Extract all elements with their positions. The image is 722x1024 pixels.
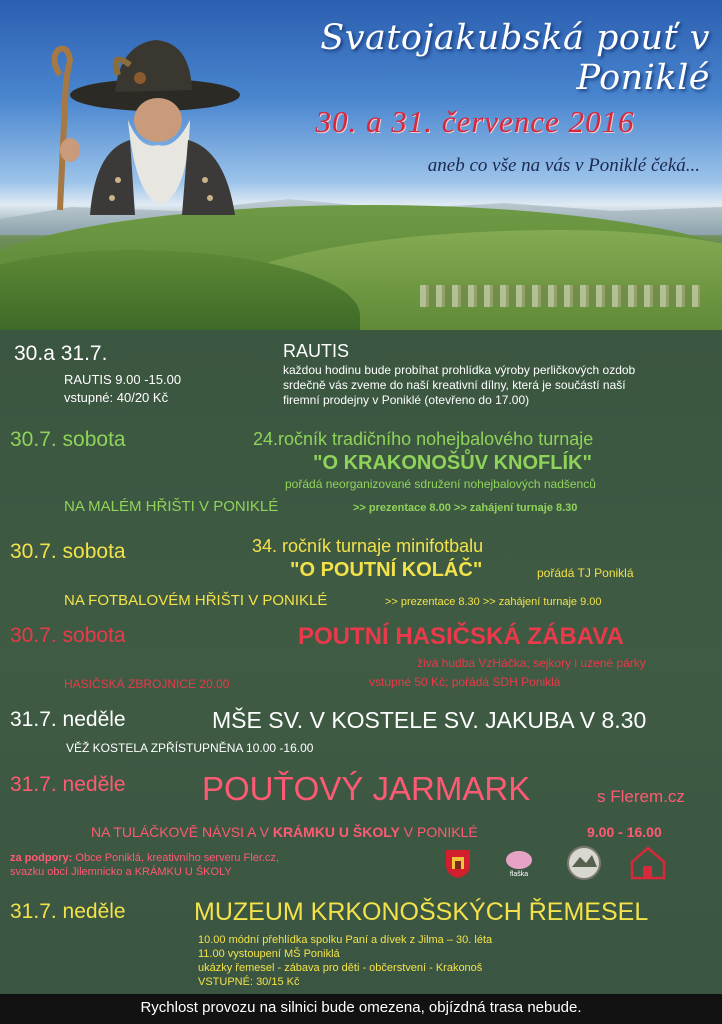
opening-hours: RAUTIS 9.00 -15.00 [64,372,182,387]
support-line: svazku obcí Jilemnicko a KRÁMKU U ŠKOLY [10,866,232,878]
jilemnicko-logo [566,845,602,881]
footer-text: Rychlost provozu na silnici bude omezena, objízdná trasa nebude. [140,999,582,1016]
event-place: HASIČSKÁ ZBROJNICE 20.00 [64,677,230,691]
event-place: NA MALÉM HŘIŠTI V PONIKLÉ [64,498,279,515]
entry-fee: vstupné: 40/20 Kč [64,390,169,405]
footer-notice [0,994,722,1024]
section-desc: srdečně vás zveme do naší kreativní dílny, která je součástí naší [283,378,626,392]
event-name: MUZEUM KRKONOŠSKÝCH ŘEMESEL [194,898,649,926]
event-times: >> prezentace 8.30 >> zahájení turnaje 9.00 [385,596,602,608]
poster-title: Svatojakubská pouť v Poniklé [320,18,710,98]
place-part: NA TULÁČKOVĚ NÁVSI A V [91,824,273,840]
subtitle: aneb co vše na vás v Poniklé čeká... [427,155,700,176]
section-date: 31.7. neděle [10,708,126,731]
section-date: 30.7. sobota [10,540,126,563]
church-tower-hours: VĚŽ KOSTELA ZPŘÍSTUPNĚNA 10.00 -16.00 [66,741,314,755]
event-name: "O KRAKONOŠŮV KNOFLÍK" [313,452,592,474]
event-times: >> prezentace 8.00 >> zahájení turnaje 8.30 [353,502,578,514]
program-body [0,330,722,994]
event-place: NA FOTBALOVÉM HŘIŠTI V PONIKLÉ [64,592,328,609]
header-landscape [0,0,722,330]
section-date: 30.a 31.7. [14,342,108,365]
event-organizer: pořádá TJ Poniklá [537,566,634,580]
flaska-logo [503,848,535,880]
section-heading: RAUTIS [283,341,350,361]
event-name: POUŤOVÝ JARMARK [202,770,531,807]
section-date: 30.7. sobota [10,624,126,647]
place-part-bold: KRÁMKU U ŠKOLY [272,824,400,840]
event-name: "O POUTNÍ KOLÁČ" [290,559,483,581]
support-label: za podpory: [10,852,73,864]
support-line [10,852,279,864]
entry-fee: VSTUPNÉ: 30/15 Kč [198,976,300,988]
program-item: 11.00 vystoupení MŠ Poniklá [198,948,340,960]
village [420,285,700,307]
place-part: V PONIKLÉ [399,824,478,840]
section-date: 31.7. neděle [10,900,126,923]
section-date: 30.7. sobota [10,428,126,451]
section-date: 31.7. neděle [10,773,126,796]
event-hours: 9.00 - 16.00 [587,824,662,840]
section-desc: každou hodinu bude probíhat prohlídka výroby perličkových ozdob [283,363,636,377]
event-line: 34. ročník turnaje minifotbalu [252,536,484,556]
event-place [91,824,478,840]
section-desc: firemní prodejny v Poniklé (otevřeno do 17.00) [283,393,530,407]
support-text: Obce Poniklá, kreativního serveru Fler.cz, [72,852,279,864]
program-item: ukázky řemesel - zábava pro děti - občerstvení - Krakonoš [198,962,483,974]
event-fee: vstupné 50 Kč; pořádá SDH Poniklá [369,675,561,689]
kramek-u-skoly-logo [628,844,668,882]
municipality-crest-logo [442,847,474,879]
event-line: 24.ročník tradičního nohejbalového turnaje [253,429,594,449]
event-with: s Flerem.cz [597,787,685,806]
event-dates: 30. a 31. července 2016 [315,104,635,139]
event-name: MŠE SV. V KOSTELE SV. JAKUBA V 8.30 [212,707,647,733]
event-name: POUTNÍ HASIČSKÁ ZÁBAVA [298,623,624,650]
flaska-logo-text: flaška [509,871,529,878]
event-organizer: pořádá neorganizované sdružení nohejbalových nadšenců [285,477,596,491]
event-music: živá hudba VzHáčka; sejkory i uzené párky [417,656,646,670]
program-item: 10.00 módní přehlídka spolku Paní a dívek z Jilma – 30. léta [198,934,493,946]
